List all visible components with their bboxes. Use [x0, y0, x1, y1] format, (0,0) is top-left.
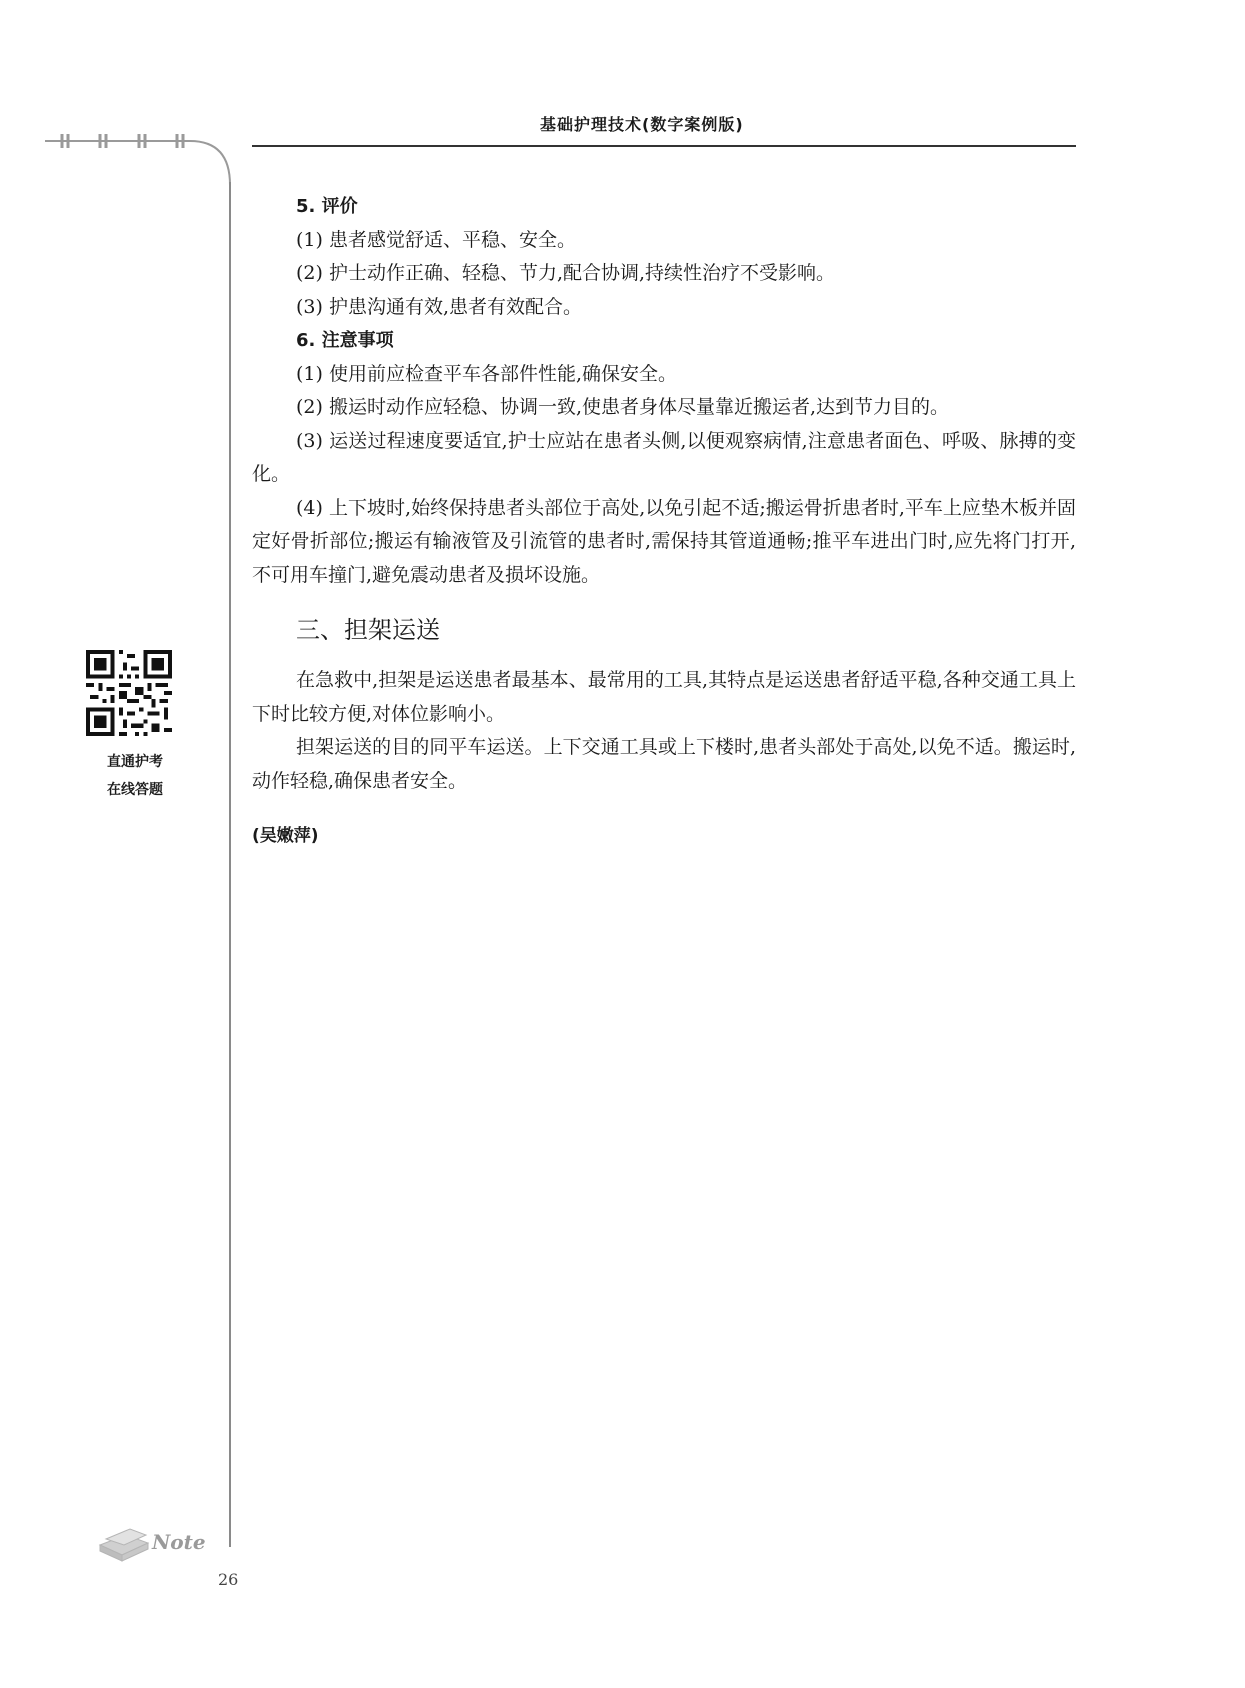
qr-caption-line: 在线答题 — [107, 782, 163, 798]
list-item: (3) 护患沟通有效,患者有效配合。 — [296, 295, 582, 318]
list-item: (3) 运送过程速度要适宜,护士应站在患者头侧,以便观察病情,注意患者面色、呼吸、脉搏的变化。 — [252, 429, 1076, 485]
note-label: Note — [152, 1530, 206, 1554]
list-item: (2) 护士动作正确、轻稳、节力,配合协调,持续性治疗不受影响。 — [296, 262, 836, 284]
header-rule — [252, 145, 1076, 147]
margin-decoration — [0, 130, 240, 190]
list-item: (1) 使用前应检查平车各部件性能,确保安全。 — [296, 362, 677, 385]
qr-caption — [70, 748, 200, 804]
page-number: 26 — [218, 1570, 239, 1589]
main-content — [252, 190, 1076, 854]
qr-code[interactable] — [86, 650, 172, 736]
subheading-evaluation: 5. 评价 — [296, 196, 358, 217]
list-item: (4) 上下坡时,始终保持患者头部位于高处,以免引起不适;搬运骨折患者时,平车上应垫木板并固定好骨折部位;搬运有输液管及引流管的患者时,需保持其管道通畅;推平车进出门时,应先将门打开,不可用车撞门,避免震动患者及损坏设施。 — [252, 496, 1076, 586]
author-credit: (吴嫩萍) — [252, 826, 319, 846]
list-item: (1) 患者感觉舒适、平稳、安全。 — [296, 228, 576, 251]
note-book-icon — [96, 1515, 206, 1563]
running-header-title: 基础护理技术(数字案例版) — [540, 115, 744, 134]
subheading-precautions: 6. 注意事项 — [296, 330, 394, 351]
qr-caption-line: 直通护考 — [107, 754, 163, 770]
list-item: (2) 搬运时动作应轻稳、协调一致,使患者身体尽量靠近搬运者,达到节力目的。 — [296, 396, 950, 418]
section-title: 三、担架运送 — [296, 616, 440, 644]
paragraph: 担架运送的目的同平车运送。上下交通工具或上下楼时,患者头部处于高处,以免不适。搬运时,动作轻稳,确保患者安全。 — [252, 736, 1076, 792]
paragraph: 在急救中,担架是运送患者最基本、最常用的工具,其特点是运送患者舒适平稳,各种交通工具上下时比较方便,对体位影响小。 — [252, 669, 1076, 725]
margin-vertical-line — [229, 182, 231, 1547]
